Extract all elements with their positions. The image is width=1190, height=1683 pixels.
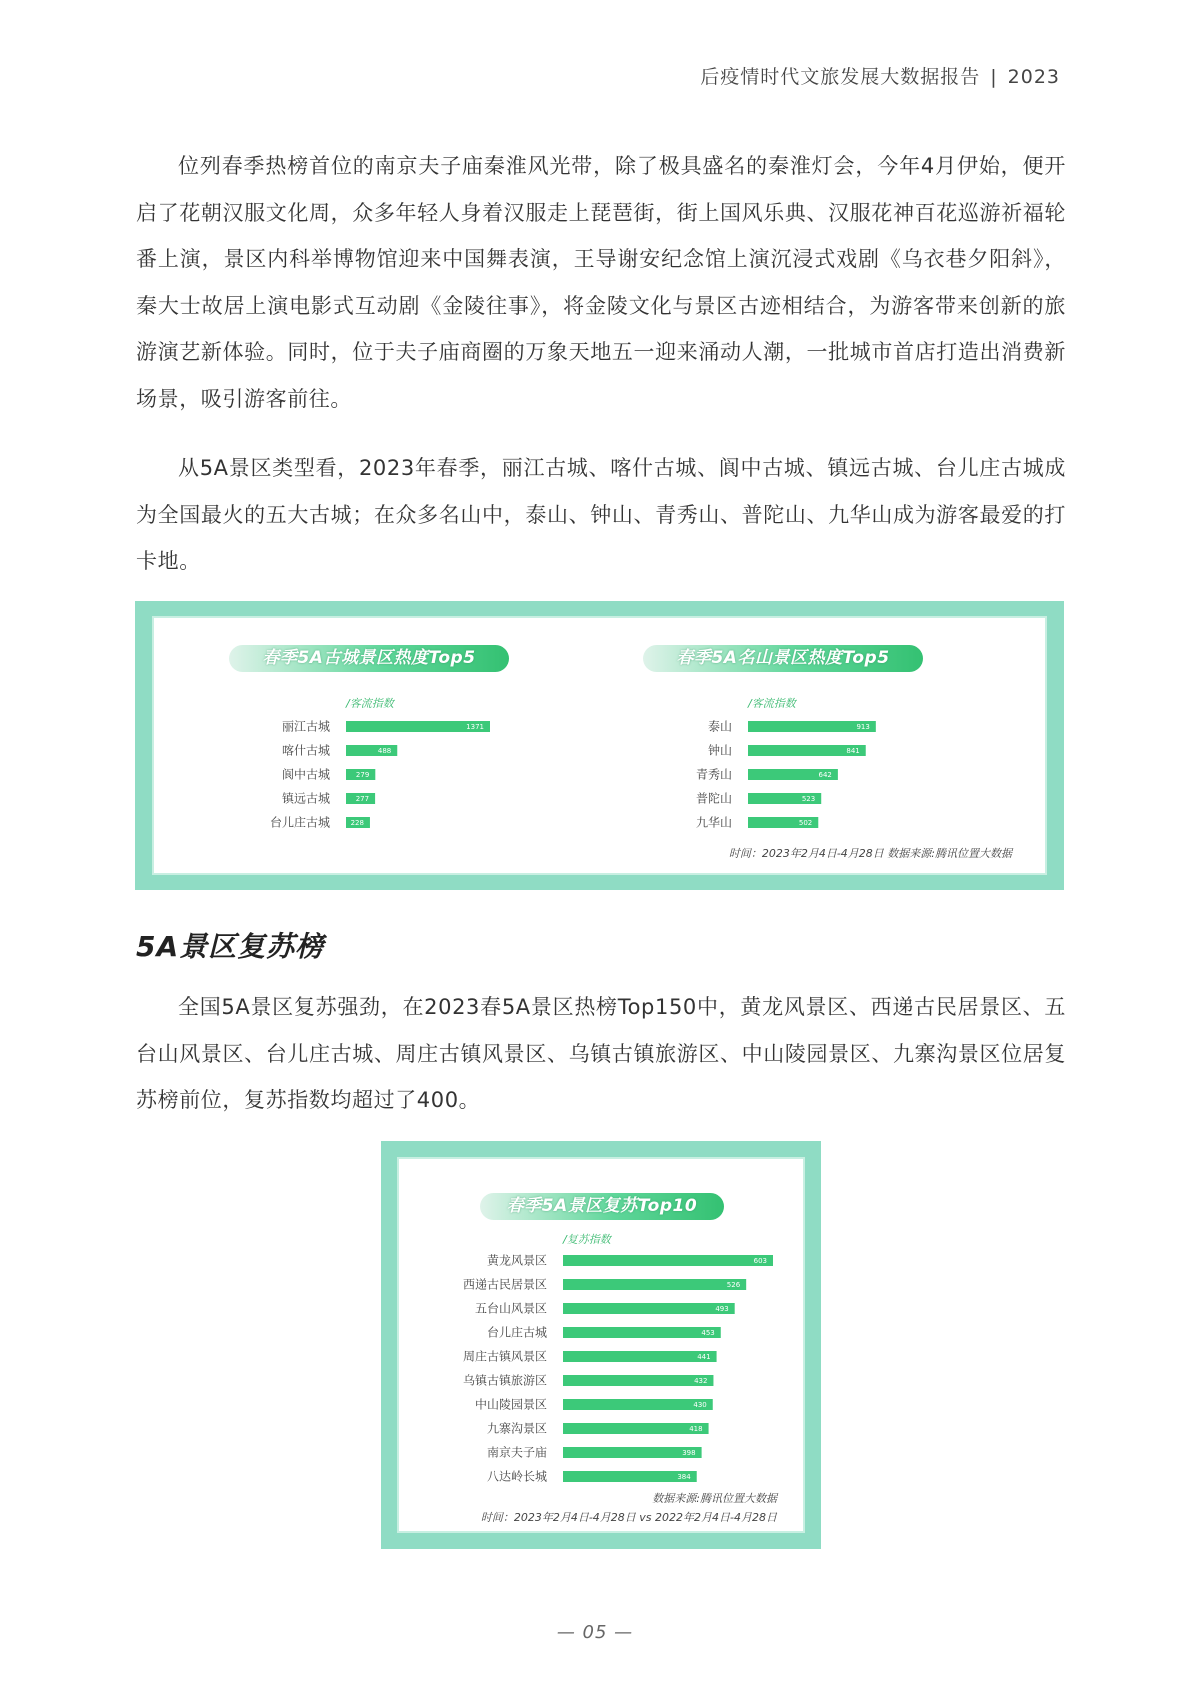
bar (563, 1327, 721, 1338)
chart-panel-inner (154, 618, 1045, 873)
paragraph-recovery: 全国5A景区复苏强劲，在2023春5A景区热榜Top150中，黄龙风景区、西递古民居景区、五台山风景区、台儿庄古城、周庄古镇风景区、乌镇古镇旅游区、中山陵园景区、九寨沟景区位居复苏榜前位，复苏指数均超过了400。 (136, 995, 1066, 1112)
paragraph-5a-types: 从5A景区类型看，2023年春季，丽江古城、喀什古城、阆中古城、镇远古城、台儿庄古城成为全国最火的五大古城；在众多名山中，泰山、钟山、青秀山、普陀山、九华山成为游客最爱的打卡地。 (136, 456, 1066, 573)
chart-time-note: 时间：2023年2月4日-4月28日 vs 2022年2月4日-4月28日 (480, 1511, 777, 1524)
category-label: 九寨沟景区 (486, 1421, 547, 1436)
chart-panel-top5 (135, 601, 1064, 890)
category-label: 青秀山 (695, 767, 732, 782)
bar (563, 1447, 702, 1458)
page-number: — 05 — (556, 1622, 634, 1643)
chart-source-note: 数据来源:腾讯位置大数据 (652, 1492, 777, 1505)
data-label: 913 (856, 723, 870, 731)
data-label: 418 (689, 1425, 703, 1433)
chart-title-mountains: 春季5A名山景区热度Top5 (643, 645, 923, 672)
category-label: 镇远古城 (281, 791, 330, 806)
category-label: 台儿庄古城 (269, 815, 330, 830)
category-label: 黄龙风景区 (486, 1253, 547, 1268)
chart-recovery (399, 1159, 803, 1531)
chart-ylabel: /客流指数 (346, 697, 394, 710)
data-label: 603 (753, 1257, 767, 1265)
data-label: 523 (801, 795, 816, 803)
page-header (700, 62, 1060, 89)
data-label: 502 (798, 819, 813, 827)
category-label: 西递古民居景区 (462, 1277, 547, 1292)
report-year: 2023 (1007, 66, 1060, 88)
chart-panel-recovery (381, 1141, 821, 1549)
bar (563, 1279, 746, 1290)
chart-source-note: 时间：2023年2月4日-4月28日 数据来源:腾讯位置大数据 (728, 847, 1012, 860)
data-label: 430 (693, 1401, 707, 1409)
data-label: 1371 (466, 723, 484, 731)
bar (563, 1423, 709, 1434)
category-label: 九华山 (695, 815, 732, 830)
chart-ylabel: /客流指数 (748, 697, 796, 710)
data-label: 526 (726, 1281, 741, 1289)
data-label: 488 (377, 747, 392, 755)
category-label: 南京夫子庙 (486, 1445, 547, 1460)
bar (563, 1255, 773, 1266)
category-label: 阆中古城 (281, 767, 330, 782)
bar (563, 1375, 713, 1386)
data-label: 277 (355, 795, 370, 803)
data-label: 398 (682, 1449, 696, 1457)
category-label: 中山陵园景区 (474, 1397, 547, 1412)
header-separator: | (990, 66, 998, 88)
category-label: 乌镇古镇旅游区 (462, 1373, 547, 1388)
section-title: 5A景区复苏榜 (136, 930, 325, 963)
category-label: 喀什古城 (281, 743, 330, 758)
data-label: 228 (350, 819, 364, 827)
data-label: 841 (846, 747, 860, 755)
data-label: 642 (818, 771, 832, 779)
category-label: 八达岭长城 (486, 1469, 547, 1484)
bar (563, 1303, 735, 1314)
data-label: 453 (701, 1329, 715, 1337)
data-label: 279 (355, 771, 370, 779)
chart-mountains (154, 618, 1045, 873)
category-label: 普陀山 (695, 791, 732, 806)
chart-title-ancient-towns: 春季5A古城景区热度Top5 (229, 645, 509, 672)
data-label: 384 (677, 1473, 691, 1481)
bar (563, 1399, 713, 1410)
category-label: 丽江古城 (281, 719, 330, 734)
data-label: 441 (697, 1353, 711, 1361)
category-label: 泰山 (707, 719, 732, 734)
category-label: 台儿庄古城 (486, 1325, 547, 1340)
bar (563, 1351, 717, 1362)
data-label: 493 (715, 1305, 729, 1313)
paragraph-fuzimiao: 位列春季热榜首位的南京夫子庙秦淮风光带，除了极具盛名的秦淮灯会，今年4月伊始，便开启了花朝汉服文化周，众多年轻人身着汉服走上琵琶街，街上国风乐典、汉服花神百花巡游祈福轮番上演，景区内科举博物馆迎来中国舞表演，王导谢安纪念馆上演沉浸式戏剧《乌衣巷夕阳斜》，秦大士故居上演电影式互动剧《金陵往事》，将金陵文化与景区古迹相结合，为游客带来创新的旅游演艺新体验。同时，位于夫子庙商圈的万象天地五一迎来涌动人潮，一批城市首店打造出消费新场景，吸引游客前往。 (136, 154, 1066, 411)
chart-panel-inner (399, 1159, 803, 1531)
chart-title-recovery: 春季5A景区复苏Top10 (480, 1193, 724, 1220)
data-label: 432 (694, 1377, 708, 1385)
category-label: 钟山 (707, 743, 732, 758)
category-label: 五台山风景区 (474, 1301, 547, 1316)
category-label: 周庄古镇风景区 (462, 1349, 547, 1364)
chart-ylabel: /复苏指数 (563, 1233, 611, 1246)
report-title: 后疫情时代文旅发展大数据报告 (700, 66, 981, 88)
